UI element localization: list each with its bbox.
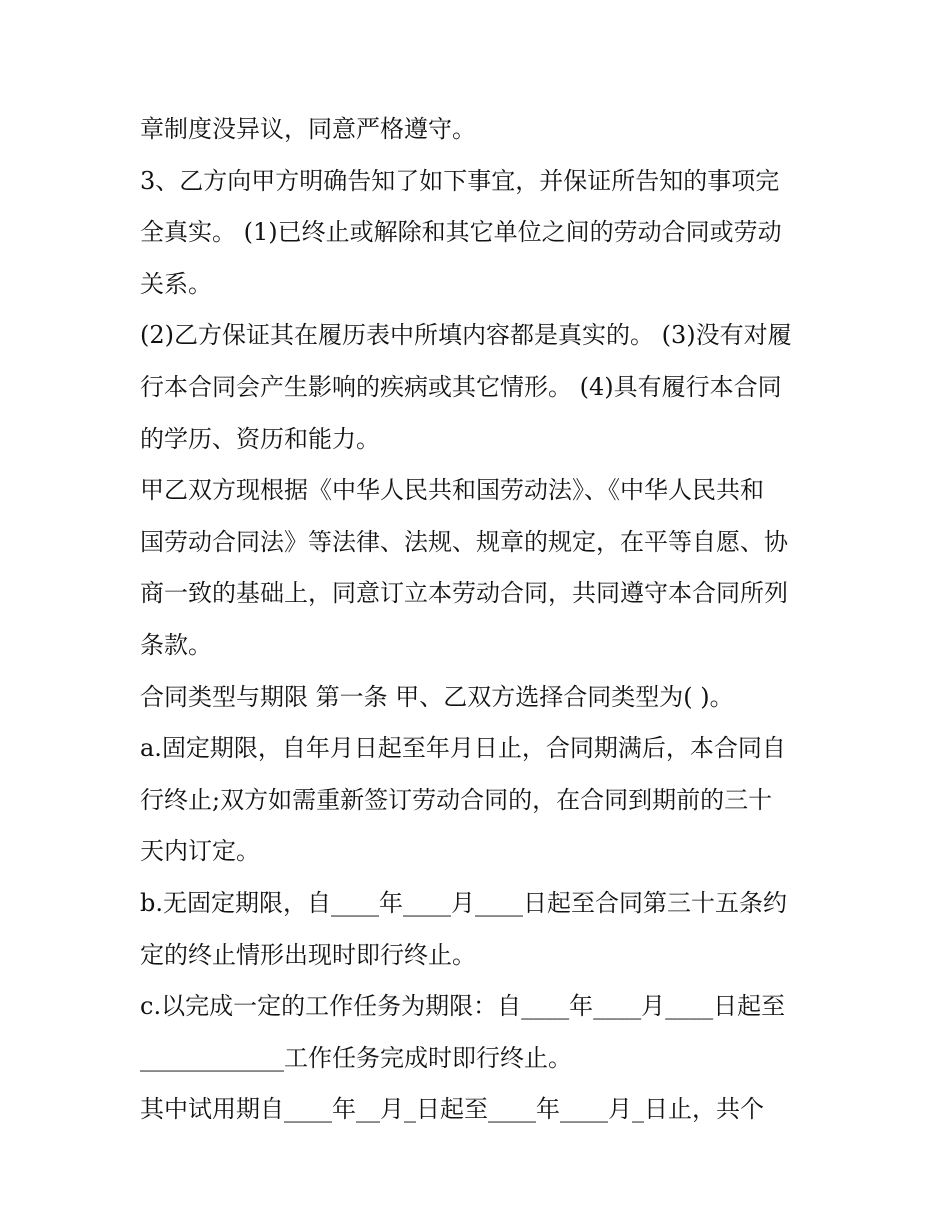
text-line: 天内订定。 <box>140 837 260 866</box>
text-line: 全真实。 (1)已终止或解除和其它单位之间的劳动合同或劳动 <box>140 218 782 247</box>
text-line: a.固定期限，自年月日起至年月日止，合同期满后，本合同自 <box>140 734 786 763</box>
text-line: b.无固定期限，自____年____月____日起至合同第三十五条约 <box>140 888 787 917</box>
text-line: (2)乙方保证其在履历表中所填内容都是真实的。 (3)没有对履 <box>140 321 792 350</box>
text-line: 的学历、资历和能力。 <box>140 424 380 453</box>
text-line: 关系。 <box>140 269 212 298</box>
text-line: 其中试用期自____年__月_日起至____年____月_日止，共个 <box>140 1095 764 1124</box>
text-line: 3、乙方向甲方明确告知了如下事宜，并保证所告知的事项完 <box>140 166 780 195</box>
text-line: 甲乙双方现根据《中华人民共和国劳动法》、《中华人民共和 <box>140 476 764 505</box>
text-line: c.以完成一定的工作任务为期限：自____年____月____日起至 <box>140 992 786 1021</box>
text-line: 合同类型与期限 第一条 甲、乙双方选择合同类型为( )。 <box>140 682 734 711</box>
text-line: 章制度没异议，同意严格遵守。 <box>140 115 476 143</box>
text-line: 国劳动合同法》等法律、法规、规章的规定，在平等自愿、协 <box>140 527 788 556</box>
text-line: ____________工作任务完成时即行终止。 <box>140 1043 572 1072</box>
text-line: 行终止;双方如需重新签订劳动合同的，在合同到期前的三十 <box>140 785 773 814</box>
text-line: 商一致的基础上，同意订立本劳动合同，共同遵守本合同所列 <box>140 579 788 608</box>
text-line: 条款。 <box>140 630 212 659</box>
text-line: 行本合同会产生影响的疾病或其它情形。 (4)具有履行本合同 <box>140 372 782 401</box>
text-line: 定的终止情形出现时即行终止。 <box>140 940 476 969</box>
contract-body-text <box>140 104 820 1136</box>
